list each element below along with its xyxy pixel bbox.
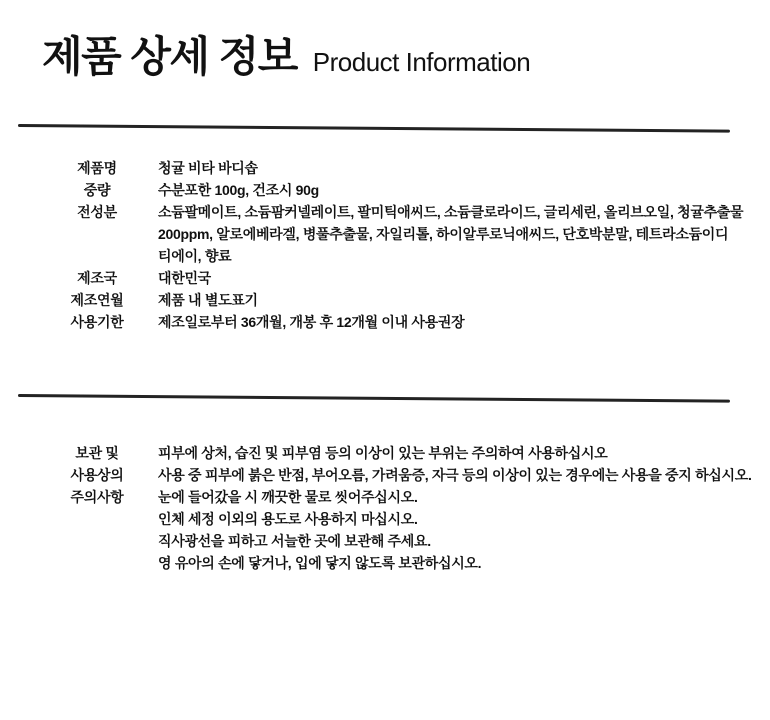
row-label: 제품명 (77, 160, 117, 176)
caution-line: 영 유아의 손에 닿거나, 입에 닿지 않도록 보관하십시오. (158, 555, 482, 571)
caution-label-line: 보관 및 (75, 445, 119, 461)
ingredients-line: 티에이, 향료 (158, 248, 232, 264)
caution-label-line: 사용상의 (70, 467, 124, 483)
page-title-korean: 제품 상세 정보 (42, 33, 297, 80)
caution-lines (158, 442, 760, 574)
row-label: 제조국 (77, 270, 117, 286)
row-label-caution (36, 442, 158, 574)
row-value (158, 201, 760, 267)
table-row-caution (36, 442, 760, 574)
ingredients-line: 200ppm, 알로에베라겔, 병풀추출물, 자일리톨, 하이알루로닉애씨드, 단호박분말, 테트라소듐이디 (158, 226, 729, 242)
row-value: 청귤 비타 바디솝 (158, 160, 258, 176)
caution-line: 피부에 상처, 습진 및 피부염 등의 이상이 있는 부위는 주의하여 사용하십시오 (158, 445, 608, 461)
caution-line: 직사광선을 피하고 서늘한 곳에 보관해 주세요. (158, 533, 431, 549)
divider-top (18, 124, 730, 132)
ingredients-line: 소듐팔메이트, 소듐팜커넬레이트, 팔미틱애씨드, 소듐클로라이드, 글리세린, 올리브오일, 청귤추출물 (158, 204, 744, 220)
divider-bottom (18, 394, 730, 402)
product-spec-table (36, 157, 760, 333)
table-row-country (36, 267, 760, 289)
row-label: 제조연월 (70, 292, 124, 308)
row-value: 수분포한 100g, 건조시 90g (158, 182, 319, 198)
row-value: 제조일로부터 36개월, 개봉 후 12개월 이내 사용권장 (158, 314, 465, 330)
caution-line: 인체 세정 이외의 용도로 사용하지 마십시오. (158, 511, 418, 527)
table-row-ingredients (36, 201, 760, 267)
table-row-manufacture-date (36, 289, 760, 311)
caution-label-line: 주의사항 (70, 489, 124, 505)
page-title-english: Product Information (312, 47, 531, 77)
table-row-weight (36, 179, 760, 201)
row-label: 전성분 (77, 204, 117, 220)
page-title (42, 30, 530, 85)
caution-line: 눈에 들어갔을 시 깨끗한 물로 씻어주십시오. (158, 489, 418, 505)
table-row-expiration (36, 311, 760, 333)
caution-line: 사용 중 피부에 붉은 반점, 부어오름, 가려움증, 자극 등의 이상이 있는 경우에는 사용을 중지 하십시오. (158, 467, 752, 483)
row-label: 중량 (83, 182, 111, 198)
table-row-product-name (36, 157, 760, 179)
row-value: 대한민국 (158, 270, 211, 286)
row-label: 사용기한 (70, 314, 124, 330)
row-value: 제품 내 별도표기 (158, 292, 258, 308)
caution-section (36, 442, 760, 574)
